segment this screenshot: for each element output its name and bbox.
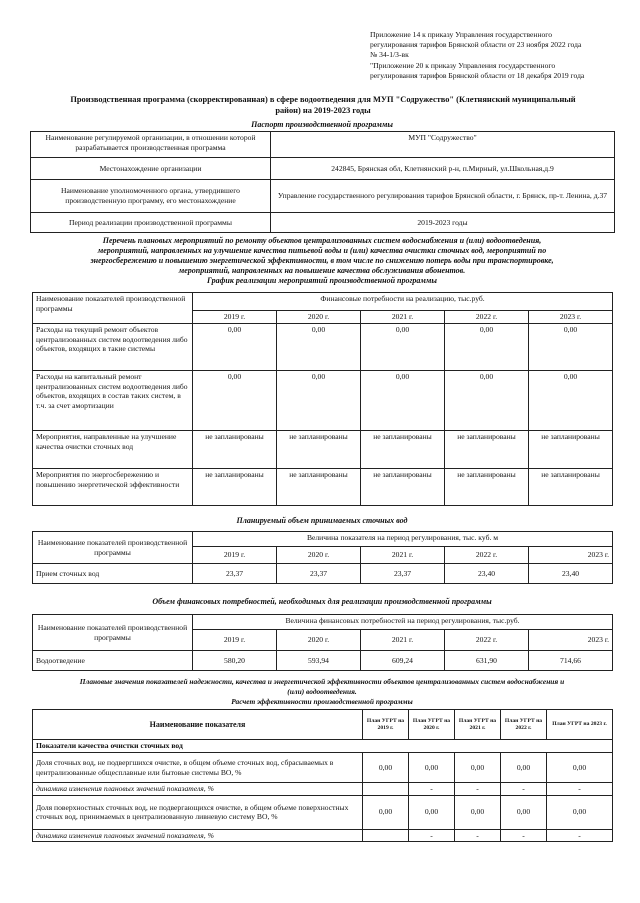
cell-value: 0,00	[363, 753, 409, 783]
cell-value: не запланированы	[529, 431, 613, 469]
cell-value: 0,00	[547, 753, 613, 783]
cell-value: не запланированы	[193, 469, 277, 506]
row-label: Расходы на капитальный ремонт централизованных систем водоотведения либо объектов, входящих в состав таких систем, в т.ч. за счет амортизации	[33, 371, 193, 431]
cell-value: 0,00	[361, 324, 445, 371]
finance-table	[32, 614, 613, 671]
cell-value: 0,00	[193, 324, 277, 371]
column-group-header: Финансовые потребности на реализацию, тыс.руб.	[193, 293, 613, 311]
volume-table	[32, 531, 613, 584]
caption-line: мероприятий, направленных на повышение качества обслуживания абонентов.	[178, 266, 466, 275]
cell-value: не запланированы	[445, 431, 529, 469]
cell-value: 631,90	[445, 651, 529, 671]
year-header: 2020 г.	[277, 547, 361, 564]
row-label: Мероприятия, направленные на улучшение качества очистки сточных вод	[33, 431, 193, 469]
cell-value: -	[501, 829, 547, 842]
column-header: Наименование показателей производственной программы	[33, 532, 193, 564]
year-header: 2020 г.	[277, 311, 361, 324]
column-header: Наименование показателя	[33, 710, 363, 740]
title-line: Производственная программа (скорректированная) в сфере водоотведения для МУП "Содружество" (Клетнянский муниципальный	[70, 95, 576, 104]
column-header: Наименование показателей производственной программы	[33, 615, 193, 651]
year-header: 2022 г.	[445, 547, 529, 564]
table-row	[33, 753, 613, 783]
cell-value: 0,00	[277, 371, 361, 431]
year-header: 2022 г.	[445, 311, 529, 324]
table-row	[33, 293, 613, 311]
table-row	[33, 469, 613, 506]
cell-value: -	[455, 829, 501, 842]
year-header: 2021 г.	[361, 630, 445, 651]
passport-label: Период реализации производственной программы	[31, 213, 271, 233]
efficiency-table	[32, 709, 613, 842]
table-row	[31, 158, 615, 180]
cell-value: 23,37	[361, 564, 445, 584]
passport-value: 2019-2023 годы	[271, 213, 615, 233]
year-header: 2021 г.	[361, 311, 445, 324]
cell-value: не запланированы	[277, 431, 361, 469]
cell-value: 0,00	[455, 795, 501, 829]
table-row	[33, 783, 613, 796]
cell-value: 0,00	[277, 324, 361, 371]
cell-value: 0,00	[547, 795, 613, 829]
plan-header: План УГРТ на 2023 г.	[547, 710, 613, 740]
plan-header: План УГРТ на 2022 г.	[501, 710, 547, 740]
passport-value: МУП "Содружество"	[271, 132, 615, 158]
cell-value: -	[547, 783, 613, 796]
dynamics-label: динамика изменения плановых значений показателя, %	[33, 829, 363, 842]
schedule-caption: График реализации мероприятий производственной программы	[207, 276, 437, 285]
reliability-caption	[30, 677, 614, 707]
note-line: № 34-1/3-вк	[370, 50, 409, 60]
cell-value: 609,24	[361, 651, 445, 671]
table-row	[33, 829, 613, 842]
caption-line: энергосбережению и повышению энергетической эффективности, в том числе по снижению потерь воды при транспортировке,	[90, 256, 554, 265]
cell-value: 0,00	[445, 371, 529, 431]
cell-value: не запланированы	[277, 469, 361, 506]
cell-value: 0,00	[445, 324, 529, 371]
column-header: Наименование показателей производственной программы	[33, 293, 193, 324]
cell-value: 23,40	[529, 564, 613, 584]
cell-value: 0,00	[501, 795, 547, 829]
section-header: Показатели качества очистки сточных вод	[33, 740, 613, 753]
cell-value: 0,00	[409, 753, 455, 783]
year-header: 2019 г.	[193, 630, 277, 651]
year-header: 2019 г.	[193, 547, 277, 564]
table-row	[31, 180, 615, 213]
cell-value: -	[547, 829, 613, 842]
column-group-header: Величина финансовых потребностей на период регулирования, тыс.руб.	[193, 615, 613, 630]
row-label: Расходы на текущий ремонт объектов централизованных систем водоотведения либо объектов, входящих в такие системы	[33, 324, 193, 371]
table-row	[33, 651, 613, 671]
cell-value: 580,20	[193, 651, 277, 671]
note-line: регулирования тарифов Брянской области от 18 декабря 2019 года	[370, 70, 585, 80]
cell-value	[363, 783, 409, 796]
table-row	[33, 371, 613, 431]
table-row	[33, 564, 613, 584]
note-line: "Приложение 20 к приказу Управления государственного	[370, 60, 556, 70]
row-label: Мероприятия по энергосбережению и повышению энергетической эффективности	[33, 469, 193, 506]
column-group-header: Величина показателя на период регулирования, тыс. куб. м	[193, 532, 613, 547]
row-label: Водоотведение	[33, 651, 193, 671]
plan-header: План УГРТ на 2021 г.	[455, 710, 501, 740]
cell-value: 0,00	[363, 795, 409, 829]
year-header: 2023 г.	[529, 630, 613, 651]
row-label: Доля сточных вод, не подвергшихся очистке, в общем объеме сточных вод, сбрасываемых в централизованные общесплавные или бытовые системы ВО, %	[33, 753, 363, 783]
table-row	[31, 213, 615, 233]
cell-value: 0,00	[193, 371, 277, 431]
row-label: Доля поверхностных сточных вод, не подвергающихся очистке, в общем объеме поверхностных сточных вод, принимаемых в централизованную ливневую систему ВО, %	[33, 795, 363, 829]
table-row	[33, 615, 613, 630]
finance-caption: Объем финансовых потребностей, необходимых для реализации производственной программы	[152, 597, 492, 606]
passport-label: Наименование уполномоченного органа, утвердившего производственную программу, его местонахождение	[31, 180, 271, 213]
year-header: 2020 г.	[277, 630, 361, 651]
cell-value: не запланированы	[445, 469, 529, 506]
year-header: 2022 г.	[445, 630, 529, 651]
plan-header: План УГРТ на 2020 г.	[409, 710, 455, 740]
year-header: 2023 г.	[529, 311, 613, 324]
year-header: 2021 г.	[361, 547, 445, 564]
passport-table	[30, 131, 615, 233]
year-header: 2019 г.	[193, 311, 277, 324]
plan-header: План УГРТ на 2019 г.	[363, 710, 409, 740]
cell-value: не запланированы	[361, 431, 445, 469]
passport-label: Местонахождение организации	[31, 158, 271, 180]
cell-value: 0,00	[409, 795, 455, 829]
cell-value: 0,00	[501, 753, 547, 783]
cell-value: -	[455, 783, 501, 796]
passport-label: Наименование регулируемой организации, в отношении которой разрабатывается производственная программа	[31, 132, 271, 158]
table-row	[33, 740, 613, 753]
dynamics-label: динамика изменения плановых значений показателя, %	[33, 783, 363, 796]
cell-value: 714,66	[529, 651, 613, 671]
caption-line: (или) водоотведения.	[287, 687, 357, 696]
cell-value: не запланированы	[529, 469, 613, 506]
cell-value	[363, 829, 409, 842]
cell-value: 0,00	[529, 371, 613, 431]
cell-value: 23,37	[277, 564, 361, 584]
cell-value: не запланированы	[193, 431, 277, 469]
passport-value: 242845, Брянская обл, Клетнянский р-н, п.Мирный, ул.Школьная,д.9	[271, 158, 615, 180]
cell-value: -	[409, 783, 455, 796]
cell-value: не запланированы	[361, 469, 445, 506]
year-header: 2023 г.	[529, 547, 613, 564]
cell-value: 0,00	[361, 371, 445, 431]
row-label: Прием сточных вод	[33, 564, 193, 584]
cell-value: 593,94	[277, 651, 361, 671]
passport-caption: Паспорт производственной программы	[251, 120, 393, 129]
table-row	[33, 431, 613, 469]
table-row	[33, 324, 613, 371]
note-line: Приложение 14 к приказу Управления государственного	[370, 30, 553, 39]
caption-line: Плановые значения показателей надежности, качества и энергетической эффективности объектов централизованных систем водоснабжения и	[79, 677, 565, 686]
cell-value: 0,00	[529, 324, 613, 371]
volume-caption: Планируемый объем принимаемых сточных вод	[236, 516, 408, 525]
cell-value: 23,40	[445, 564, 529, 584]
table-row	[33, 795, 613, 829]
cell-value: -	[501, 783, 547, 796]
cell-value: 0,00	[455, 753, 501, 783]
order-reference-note	[370, 30, 630, 81]
note-line: регулирования тарифов Брянской области от 23 ноября 2022 года	[370, 40, 582, 50]
table-row	[33, 710, 613, 740]
caption-line: Перечень плановых мероприятий по ремонту объектов централизованных систем водоснабжения и (или) водоотведения,	[102, 236, 542, 245]
document-title	[28, 94, 618, 116]
title-line: район) на 2019-2023 годы	[275, 106, 371, 115]
table-row	[33, 532, 613, 547]
efficiency-caption: Расчет эффективности производственной программы	[231, 697, 413, 706]
caption-line: мероприятий, направленных на улучшение качества питьевой воды и (или) качества очистки сточных вод, мероприятий по	[97, 246, 547, 255]
passport-value: Управление государственного регулирования тарифов Брянской области, г. Брянск, пр-т. Ленина, д.37	[271, 180, 615, 213]
cell-value: 23,37	[193, 564, 277, 584]
table-row	[31, 132, 615, 158]
cell-value: -	[409, 829, 455, 842]
schedule-table	[32, 292, 613, 506]
measures-caption	[30, 236, 614, 286]
